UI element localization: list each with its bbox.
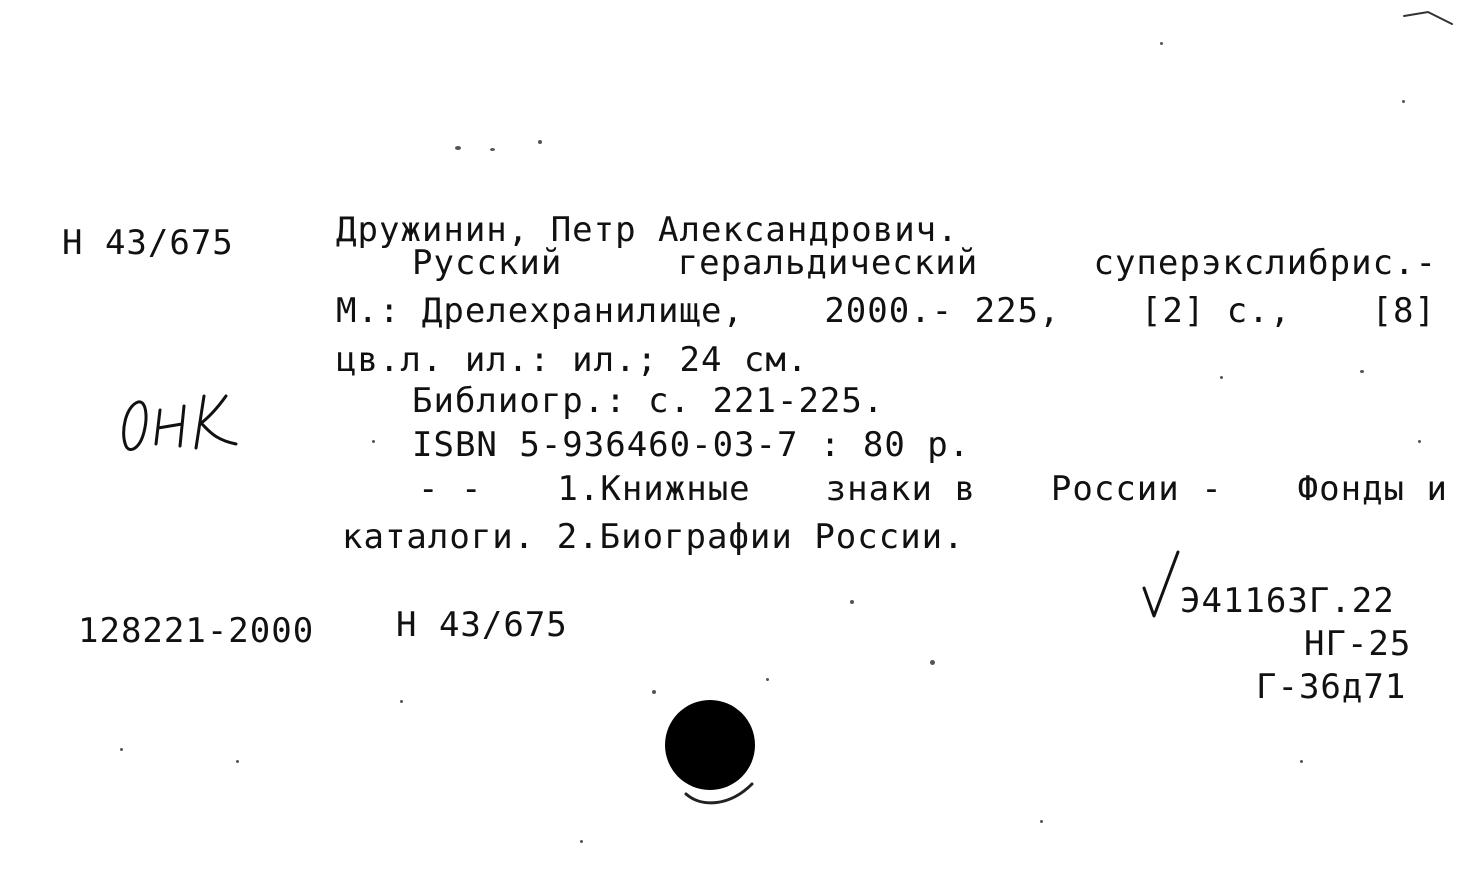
imprint-part: [2] с., bbox=[1140, 291, 1292, 331]
subject-part: - - bbox=[418, 469, 483, 509]
speck bbox=[1418, 440, 1421, 443]
speck bbox=[1040, 820, 1043, 823]
code-line: НГ-25 bbox=[1304, 624, 1412, 664]
speck bbox=[580, 840, 583, 843]
imprint-line bbox=[336, 291, 1436, 331]
accession-number: 128221-2000 bbox=[78, 611, 315, 651]
speck bbox=[1300, 760, 1303, 763]
check-mark-icon bbox=[1140, 548, 1184, 622]
physical-description: цв.л. ил.: ил.; 24 см. bbox=[336, 340, 809, 380]
speck bbox=[652, 690, 656, 694]
speck bbox=[930, 660, 935, 665]
title-word: суперэкслибрис.- bbox=[1093, 243, 1437, 283]
call-number-bottom: Н 43/675 bbox=[396, 605, 568, 645]
subject-part: России - bbox=[1050, 469, 1223, 509]
title-line bbox=[412, 243, 1437, 283]
speck bbox=[1402, 100, 1405, 103]
subjects-continuation: каталоги. 2.Биографии России. bbox=[342, 517, 965, 557]
speck bbox=[490, 148, 495, 151]
subject-part: 1.Книжные bbox=[557, 469, 751, 509]
call-number: Н 43/675 bbox=[62, 223, 234, 263]
speck bbox=[236, 760, 239, 763]
speck bbox=[400, 700, 403, 703]
speck bbox=[850, 600, 854, 604]
author-heading: Дружинин, Петр Александрович. bbox=[336, 210, 959, 250]
speck bbox=[120, 748, 123, 751]
isbn-price: ISBN 5-936460-03-7 : 80 р. bbox=[412, 425, 971, 465]
handwritten-mark bbox=[118, 388, 248, 468]
hole-shadow bbox=[680, 770, 760, 810]
code-line: Э41163Г.22 bbox=[1180, 581, 1395, 621]
title-word: Русский bbox=[412, 243, 563, 283]
imprint-part: М.: Дрелехранилище, bbox=[336, 291, 744, 331]
subject-part: Фонды и bbox=[1297, 469, 1448, 509]
speck bbox=[455, 146, 461, 150]
speck bbox=[1220, 376, 1223, 379]
title-word: геральдический bbox=[677, 243, 979, 283]
subject-part: знаки в bbox=[825, 469, 976, 509]
subjects-line bbox=[418, 469, 1448, 509]
code-line: Г-36д71 bbox=[1256, 667, 1407, 707]
bibliography-note: Библиогр.: с. 221-225. bbox=[412, 381, 885, 421]
speck bbox=[766, 678, 769, 681]
speck bbox=[1160, 42, 1163, 45]
speck bbox=[538, 140, 542, 144]
imprint-part: 2000.- 225, bbox=[824, 291, 1061, 331]
speck bbox=[1360, 370, 1364, 373]
speck bbox=[372, 440, 375, 443]
corner-mark bbox=[1400, 6, 1456, 28]
imprint-part: [8] bbox=[1371, 291, 1436, 331]
